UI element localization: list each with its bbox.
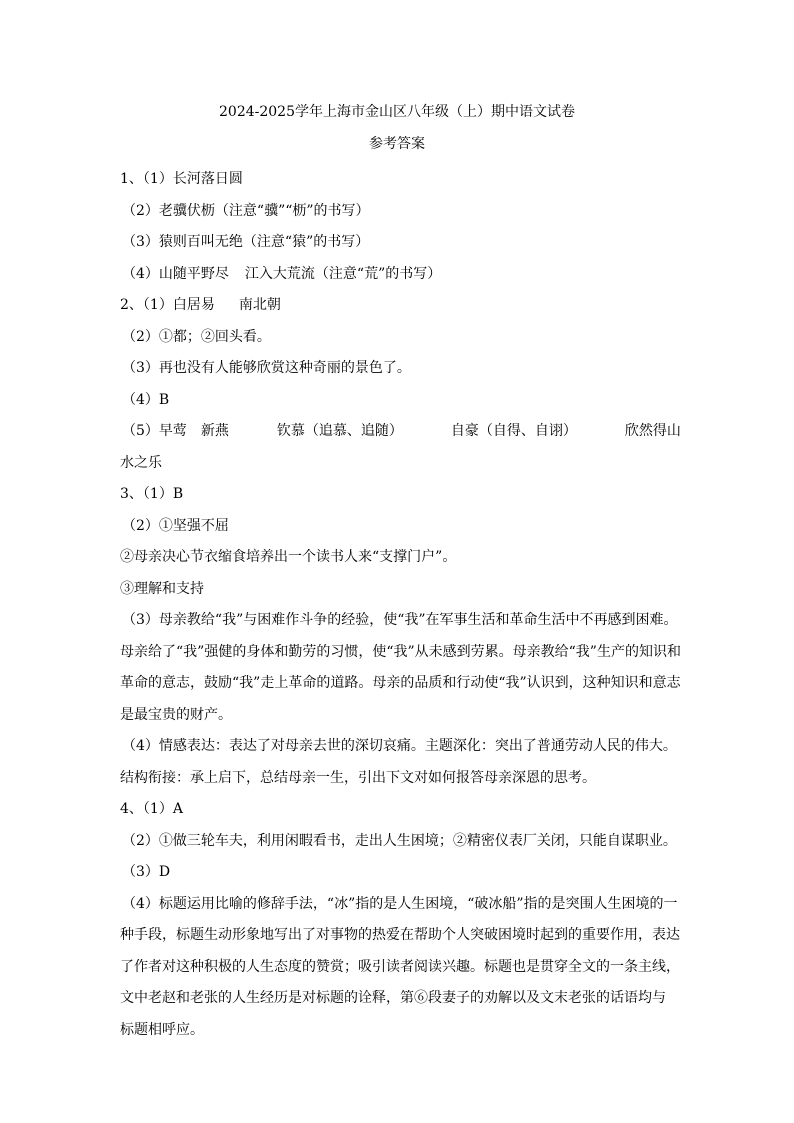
q2-answer-2: （2）①都；②回头看。 bbox=[122, 328, 271, 345]
q2-answer-4: （4）B bbox=[122, 391, 170, 408]
question-4-answers bbox=[120, 794, 680, 1046]
q3-answer-3-line-4: 是最宝贵的财产。 bbox=[120, 706, 232, 723]
q4-answer-1: 4、（1）A bbox=[120, 801, 183, 817]
question-2-answers bbox=[120, 290, 681, 479]
q3-answer-4-line-2: 结构衔接：承上启下，总结母亲一生，引出下文对如何报答母亲深恩的思考。 bbox=[120, 769, 596, 786]
q1-answer-1: 1、（1）长河落日圆 bbox=[120, 171, 243, 187]
q4-answer-4-line-2: 种手段，标题生动形象地写出了对事物的热爱在帮助个人突破困境时起到的重要作用，表达 bbox=[120, 927, 680, 943]
q2-answer-1-part2: 南北朝 bbox=[238, 297, 281, 313]
q1-answer-4-part2: 江入大荒流（注意“荒”的书写） bbox=[244, 265, 442, 282]
q2-answer-1 bbox=[120, 290, 674, 322]
q4-answer-4-line-1: （4）标题运用比喻的修辞手法，“冰”指的是人生困境，“破冰船”指的是突围人生困境的一 bbox=[122, 895, 678, 912]
q2-answer-5-part4: 欣然得山 bbox=[624, 423, 681, 439]
q1-answer-2: （2）老骥伏枥（注意“骥”“枥”的书写） bbox=[122, 202, 370, 219]
answer-key-heading: 参考答案 bbox=[369, 136, 425, 152]
q3-answer-3-line-3: 革命的意志，鼓励“我”走上革命的道路。母亲的品质和行动使“我”认识到，这种知识和意志 bbox=[120, 675, 681, 691]
q2-answer-5 bbox=[120, 416, 681, 448]
q2-answer-1-part1: 2、（1）白居易 bbox=[120, 297, 215, 313]
q3-answer-2-3: ③理解和支持 bbox=[120, 580, 204, 597]
q3-answer-2-1: （2）①坚强不屈 bbox=[122, 517, 229, 534]
q1-answer-4-part1: （4）山随平野尽 bbox=[122, 265, 229, 282]
question-1-answers bbox=[120, 164, 674, 290]
q2-answer-3: （3）再也没有人能够欣赏这种奇丽的景色了。 bbox=[122, 360, 411, 376]
q4-answer-2: （2）①做三轮车夫，利用闲暇看书，走出人生困境；②精密仪表厂关闭，只能自谋职业。 bbox=[122, 832, 677, 849]
q3-answer-3-line-1: （3）母亲教给“我”与困难作斗争的经验，使“我”在军事生活和革命生活中不再感到困难。 bbox=[122, 612, 678, 628]
q1-answer-4 bbox=[120, 259, 674, 291]
q2-answer-5-part1: （5）早莺 新燕 bbox=[122, 423, 229, 439]
q2-answer-5-part3: 自豪（自得、自诩） bbox=[450, 423, 577, 439]
q3-answer-3-line-2: 母亲给了“我”强健的身体和勤劳的习惯，使“我”从未感到劳累。母亲教给“我”生产的知识和 bbox=[120, 643, 681, 660]
q2-answer-5-part2: 钦慕（追慕、追随） bbox=[276, 423, 403, 439]
q1-answer-3: （3）猿则百叫无绝（注意“猿”的书写） bbox=[122, 234, 370, 250]
q3-answer-2-2: ②母亲决心节衣缩食培养出一个读书人来“支撑门户”。 bbox=[120, 549, 457, 565]
q3-answer-4-line-1: （4）情感表达：表达了对母亲去世的深切哀痛。主题深化：突出了普通劳动人民的伟大。 bbox=[122, 738, 677, 754]
exam-title: 2024-2025学年上海市金山区八年级（上）期中语文试卷 bbox=[219, 104, 575, 120]
q4-answer-4-line-3: 了作者对这种积极的人生态度的赞赏；吸引读者阅读兴趣。标题也是贯穿全文的一条主线， bbox=[120, 958, 680, 975]
question-3-answers bbox=[120, 479, 681, 794]
q4-answer-4-line-4: 文中老赵和老张的人生经历是对标题的诠释，第⑥段妻子的劝解以及文末老张的话语均与 bbox=[120, 990, 666, 1006]
q2-answer-5-continued: 水之乐 bbox=[120, 454, 162, 471]
q3-answer-1: 3、（1）B bbox=[120, 486, 184, 502]
q4-answer-3: （3）D bbox=[122, 864, 171, 880]
q4-answer-4-line-5: 标题相呼应。 bbox=[120, 1021, 204, 1038]
